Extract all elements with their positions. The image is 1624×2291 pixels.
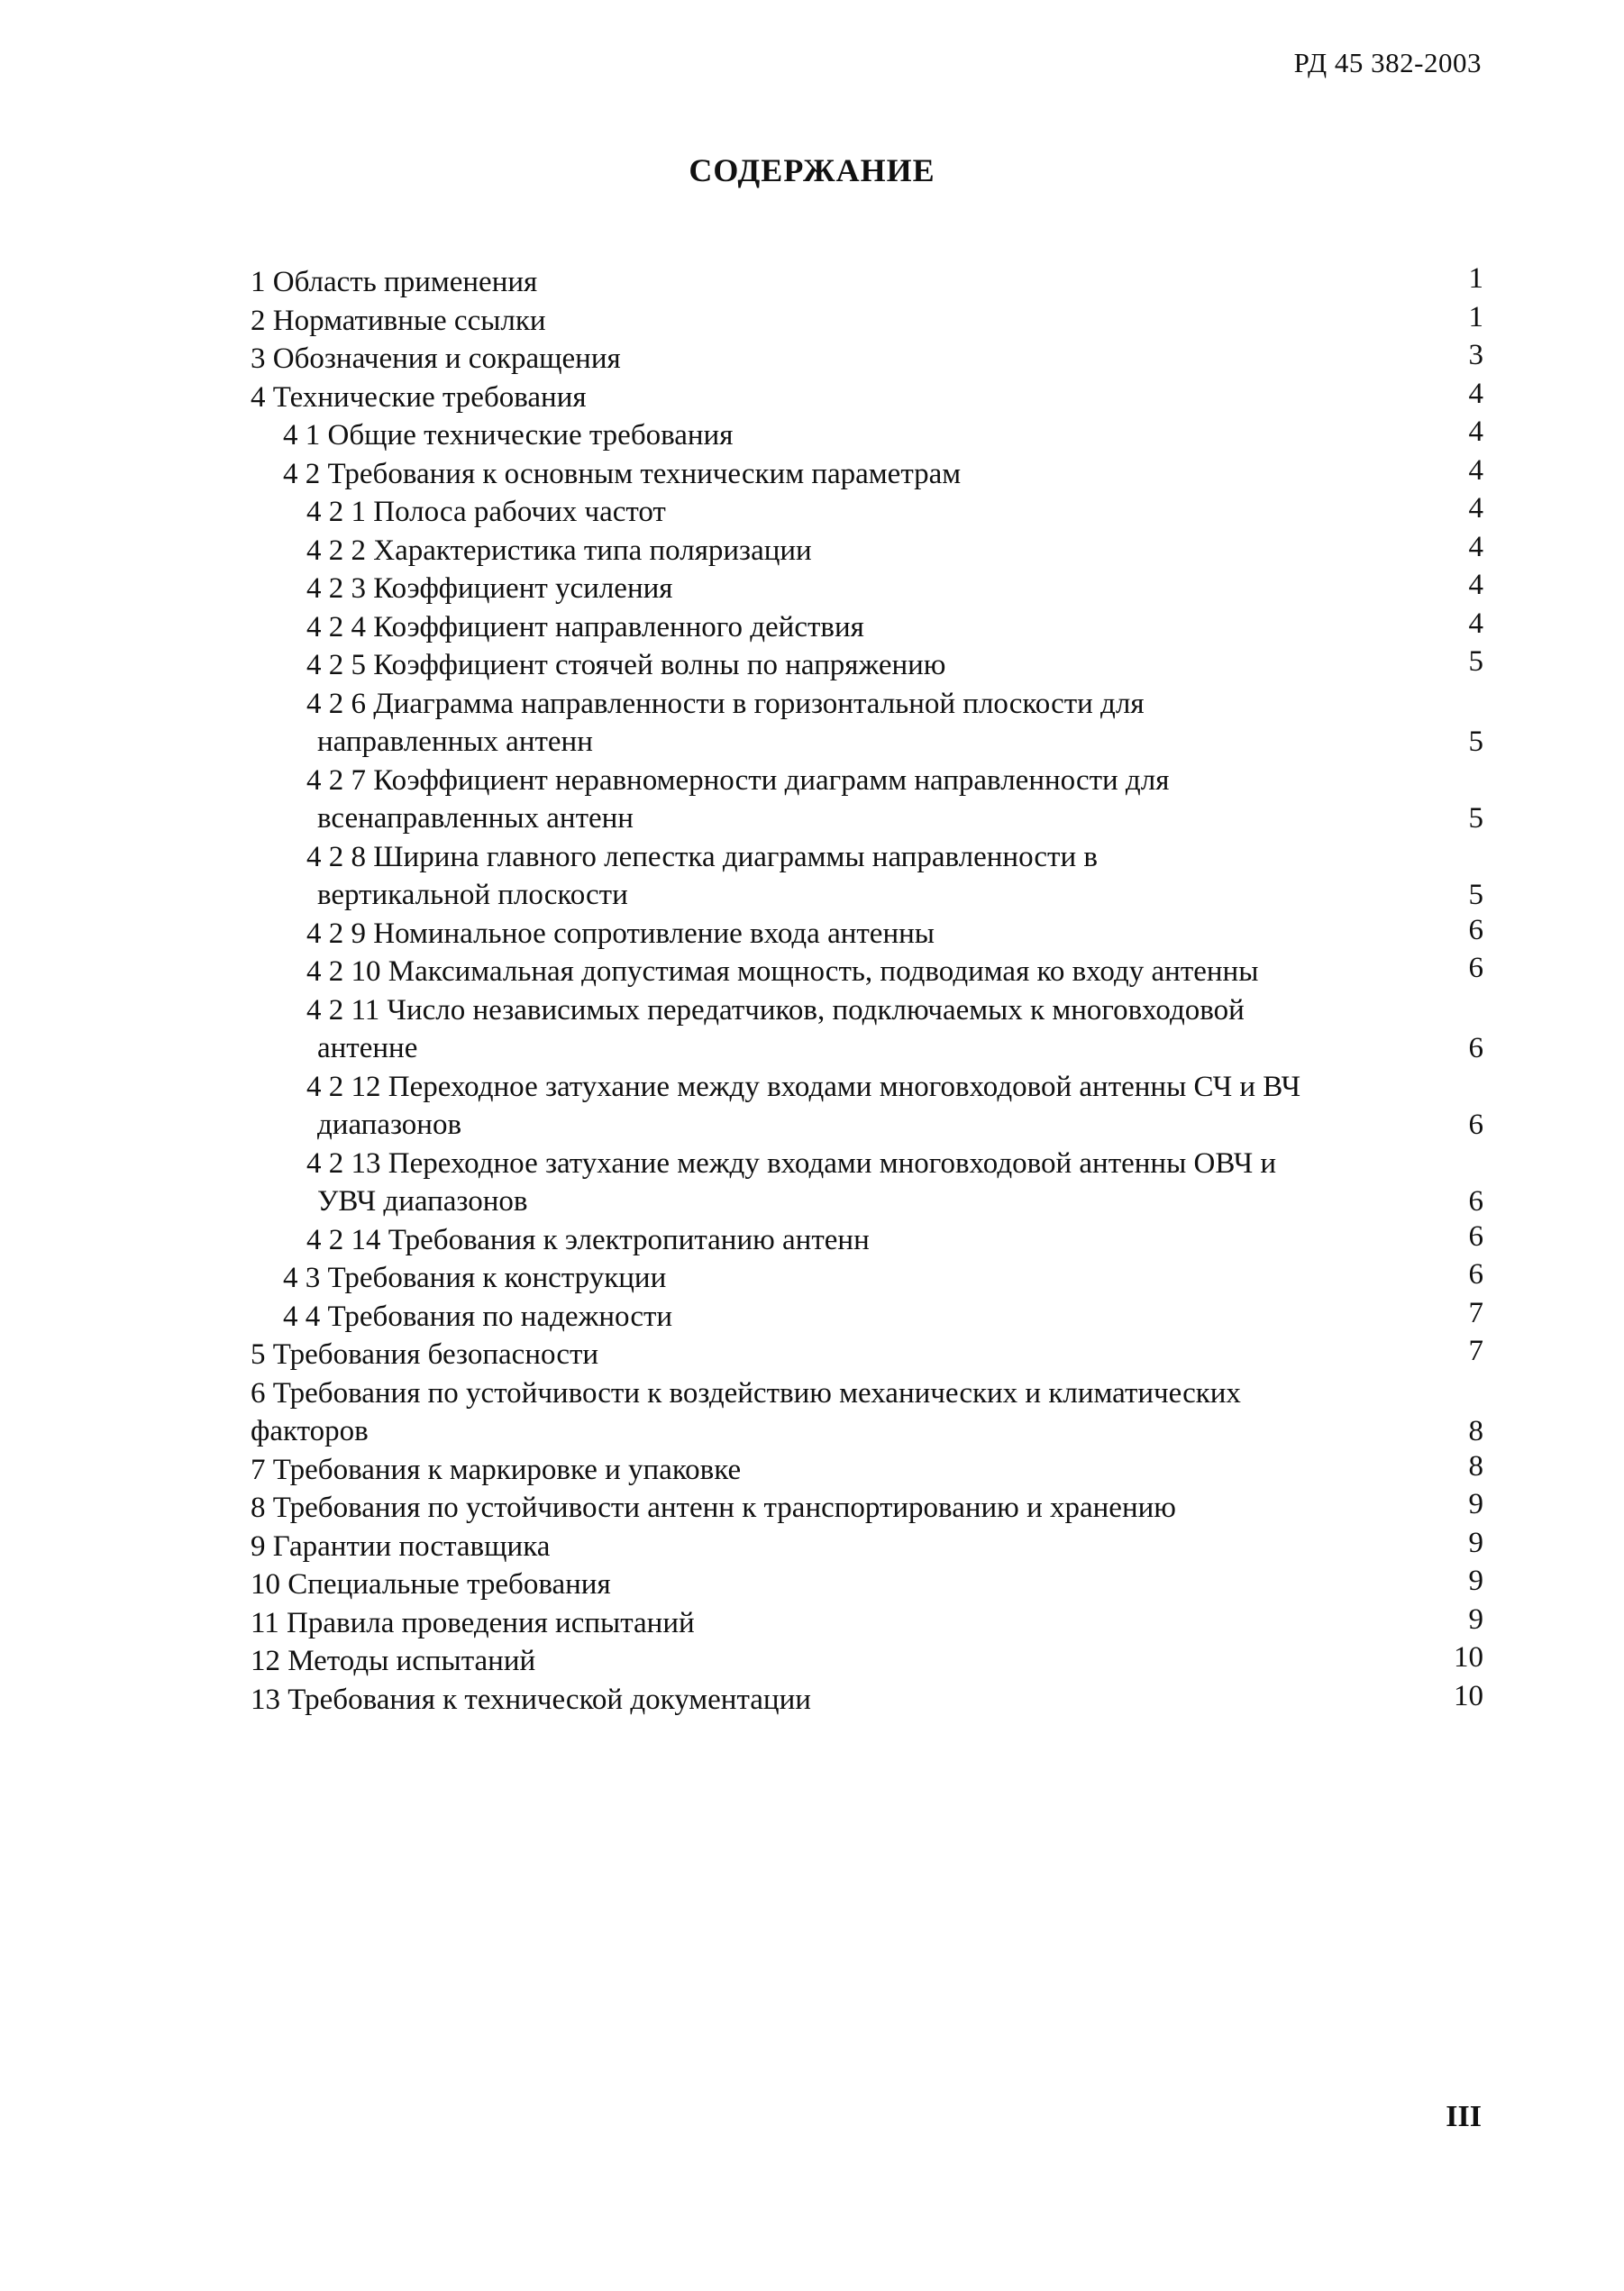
toc-entry-page: 9 bbox=[1468, 1488, 1483, 1520]
toc-entry[interactable] bbox=[251, 1451, 1485, 1490]
toc-entry-page: 6 bbox=[1468, 1032, 1483, 1064]
toc-entry-line: 4 2 Требования к основным техническим параметрам bbox=[283, 457, 962, 490]
toc-entry-line: 4 2 5 Коэффициент стоячей волны по напряжению bbox=[306, 649, 946, 681]
toc-entry-line: 4 2 2 Характеристика типа поляризации bbox=[306, 534, 812, 567]
toc-entry-page: 3 bbox=[1468, 339, 1483, 371]
toc-entry-title bbox=[306, 915, 1404, 954]
toc-entry-page: 8 bbox=[1468, 1449, 1483, 1483]
toc-entry-page: 4 bbox=[1468, 415, 1483, 448]
toc-entry-page: 10 bbox=[1454, 1641, 1483, 1674]
toc-entry-line: 10 Специальные требования bbox=[251, 1568, 611, 1601]
toc-entry-page: 6 bbox=[1468, 1185, 1483, 1218]
toc-entry-line: 4 2 1 Полоса рабочих частот bbox=[306, 496, 666, 528]
toc-entry[interactable] bbox=[251, 762, 1485, 838]
toc-entry-line: 4 2 10 Максимальная допустимая мощность, подводимая ко входу антенны bbox=[306, 955, 1259, 988]
toc-entry-title bbox=[306, 570, 1404, 608]
toc-entry-title bbox=[306, 1068, 1404, 1145]
toc-entry[interactable] bbox=[251, 838, 1485, 915]
table-of-contents bbox=[251, 263, 1485, 1719]
toc-entry-line: 5 Требования безопасности bbox=[251, 1338, 599, 1371]
toc-entry-title bbox=[251, 340, 1404, 379]
toc-entry[interactable] bbox=[251, 1298, 1485, 1337]
toc-entry-line: антенне bbox=[317, 1032, 418, 1064]
toc-entry[interactable] bbox=[251, 1221, 1485, 1260]
toc-entry[interactable] bbox=[251, 455, 1485, 494]
toc-entry-page: 6 bbox=[1468, 1109, 1483, 1141]
toc-entry[interactable] bbox=[251, 379, 1485, 417]
toc-entry-page: 7 bbox=[1468, 1335, 1483, 1367]
toc-entry-page: 5 bbox=[1468, 802, 1483, 835]
document-code: РД 45 382-2003 bbox=[1293, 47, 1482, 78]
toc-entry-line: 4 2 7 Коэффициент неравномерности диаграмм направленности для bbox=[306, 763, 1170, 797]
toc-entry-page: 4 bbox=[1468, 377, 1483, 410]
toc-entry[interactable] bbox=[251, 1642, 1485, 1681]
toc-entry-line: 7 Требования к маркировке и упаковке bbox=[251, 1453, 742, 1486]
toc-entry-title bbox=[251, 1451, 1404, 1490]
toc-entry-line: 4 2 9 Номинальное сопротивление входа антенны bbox=[306, 917, 935, 950]
toc-entry[interactable] bbox=[251, 1565, 1485, 1604]
toc-entry-line: 2 Нормативные ссылки bbox=[251, 304, 546, 337]
toc-entry-line: 4 2 12 Переходное затухание между входами многовходовой антенны СЧ и ВЧ bbox=[306, 1070, 1301, 1103]
toc-entry-line: 6 Требования по устойчивости к воздействию механических и климатических bbox=[251, 1376, 1241, 1410]
toc-entry-page: 1 bbox=[1468, 300, 1483, 333]
toc-entry-page: 6 bbox=[1468, 1258, 1483, 1291]
toc-entry-line: 4 2 14 Требования к электропитанию антенн bbox=[306, 1223, 870, 1256]
toc-entry-title bbox=[251, 263, 1404, 302]
toc-entry-page: 4 bbox=[1468, 492, 1483, 525]
toc-entry-title bbox=[251, 1681, 1404, 1720]
toc-entry-line: 4 4 Требования по надежности bbox=[283, 1300, 673, 1333]
toc-entry-title bbox=[251, 1336, 1404, 1374]
toc-entry-page: 10 bbox=[1454, 1679, 1483, 1712]
toc-entry-page: 9 bbox=[1468, 1602, 1483, 1636]
toc-entry-line: факторов bbox=[251, 1415, 369, 1447]
toc-entry-page: 4 bbox=[1468, 453, 1483, 487]
toc-entry-page: 5 bbox=[1468, 645, 1483, 678]
toc-entry-title bbox=[306, 991, 1404, 1068]
toc-entry[interactable] bbox=[251, 1145, 1485, 1221]
toc-entry-title bbox=[306, 953, 1404, 991]
toc-entry-line: 1 Область применения bbox=[251, 266, 538, 298]
toc-entry[interactable] bbox=[251, 416, 1485, 455]
toc-entry-line: всенаправленных антенн bbox=[317, 802, 634, 835]
toc-entry-title bbox=[306, 762, 1404, 838]
toc-entry-line: 4 2 8 Ширина главного лепестка диаграммы направленности в bbox=[306, 840, 1098, 873]
toc-entry-line: 8 Требования по устойчивости антенн к транспортированию и хранению bbox=[251, 1492, 1176, 1524]
toc-entry-title bbox=[283, 1259, 1404, 1298]
toc-entry-page: 1 bbox=[1468, 262, 1483, 295]
toc-entry-page: 5 bbox=[1468, 879, 1483, 911]
toc-entry-line: 13 Требования к технической документации bbox=[251, 1683, 811, 1716]
toc-entry-title bbox=[283, 1298, 1404, 1337]
toc-entry-page: 8 bbox=[1468, 1415, 1483, 1447]
toc-entry-title bbox=[306, 685, 1404, 762]
toc-entry-page: 4 bbox=[1468, 569, 1483, 601]
toc-entry[interactable] bbox=[251, 263, 1485, 302]
toc-entry[interactable] bbox=[251, 1528, 1485, 1566]
toc-entry[interactable] bbox=[251, 493, 1485, 532]
toc-entry-title bbox=[306, 532, 1404, 570]
toc-entry-page: 6 bbox=[1468, 952, 1483, 984]
toc-entry-title bbox=[283, 416, 1404, 455]
toc-entry-page: 9 bbox=[1468, 1565, 1483, 1597]
toc-entry-line: 4 2 11 Число независимых передатчиков, подключаемых к многовходовой bbox=[306, 993, 1245, 1027]
toc-entry[interactable] bbox=[251, 570, 1485, 608]
toc-entry-page: 6 bbox=[1468, 1219, 1483, 1253]
toc-entry-line: направленных антенн bbox=[317, 726, 593, 758]
toc-entry-page: 9 bbox=[1468, 1526, 1483, 1559]
toc-entry-title bbox=[306, 493, 1404, 532]
toc-entry[interactable] bbox=[251, 685, 1485, 762]
toc-entry-line: 4 2 6 Диаграмма направленности в горизонтальной плоскости для bbox=[306, 687, 1145, 720]
toc-entry[interactable] bbox=[251, 646, 1485, 685]
toc-entry-title bbox=[251, 1565, 1404, 1604]
toc-entry-page: 5 bbox=[1468, 726, 1483, 758]
toc-entry-line: вертикальной плоскости bbox=[317, 879, 628, 911]
toc-entry-line: 4 Технические требования bbox=[251, 380, 587, 414]
toc-entry-line: 4 3 Требования к конструкции bbox=[283, 1262, 667, 1294]
toc-entry[interactable] bbox=[251, 1068, 1485, 1145]
toc-entry[interactable] bbox=[251, 1489, 1485, 1528]
toc-entry[interactable] bbox=[251, 1374, 1485, 1451]
toc-entry-page: 4 bbox=[1468, 607, 1483, 640]
toc-entry[interactable] bbox=[251, 1259, 1485, 1298]
toc-entry[interactable] bbox=[251, 915, 1485, 954]
toc-entry-title bbox=[306, 838, 1404, 915]
toc-entry-line: 11 Правила проведения испытаний bbox=[251, 1606, 695, 1639]
toc-entry-title bbox=[251, 302, 1404, 341]
toc-entry[interactable] bbox=[251, 1681, 1485, 1720]
toc-entry[interactable] bbox=[251, 340, 1485, 379]
page-number: III bbox=[1446, 2100, 1482, 2133]
toc-entry-title bbox=[251, 1642, 1404, 1681]
toc-entry[interactable] bbox=[251, 302, 1485, 341]
toc-entry-line: диапазонов bbox=[317, 1109, 462, 1141]
toc-entry-title bbox=[251, 1489, 1404, 1528]
toc-entry-title bbox=[251, 1604, 1404, 1643]
toc-entry-line: 3 Обозначения и сокращения bbox=[251, 342, 621, 375]
toc-entry[interactable] bbox=[251, 1604, 1485, 1643]
toc-entry[interactable] bbox=[251, 532, 1485, 570]
toc-entry[interactable] bbox=[251, 991, 1485, 1068]
toc-entry-page: 6 bbox=[1468, 913, 1483, 946]
toc-entry-title bbox=[306, 608, 1404, 647]
toc-entry-title bbox=[306, 1145, 1404, 1221]
toc-entry-line: 4 2 4 Коэффициент направленного действия bbox=[306, 610, 864, 643]
toc-entry-title bbox=[306, 646, 1404, 685]
toc-entry-line: 4 2 13 Переходное затухание между входами многовходовой антенны ОВЧ и bbox=[306, 1146, 1277, 1180]
toc-entry-line: 12 Методы испытаний bbox=[251, 1645, 536, 1677]
toc-entry-page: 7 bbox=[1468, 1296, 1483, 1329]
toc-entry-line: 4 2 3 Коэффициент усиления bbox=[306, 572, 673, 605]
toc-entry-line: 4 1 Общие технические требования bbox=[283, 419, 734, 452]
toc-entry-title bbox=[251, 379, 1404, 417]
toc-entry[interactable] bbox=[251, 1336, 1485, 1374]
page-title: СОДЕРЖАНИЕ bbox=[689, 152, 935, 188]
toc-entry-line: 9 Гарантии поставщика bbox=[251, 1529, 551, 1563]
toc-entry[interactable] bbox=[251, 608, 1485, 647]
toc-entry-title bbox=[251, 1528, 1404, 1566]
toc-entry[interactable] bbox=[251, 953, 1485, 991]
toc-entry-title bbox=[251, 1374, 1404, 1451]
toc-entry-page: 4 bbox=[1468, 530, 1483, 563]
toc-entry-line: УВЧ диапазонов bbox=[317, 1185, 528, 1218]
toc-entry-title bbox=[306, 1221, 1404, 1260]
toc-entry-title bbox=[283, 455, 1404, 494]
